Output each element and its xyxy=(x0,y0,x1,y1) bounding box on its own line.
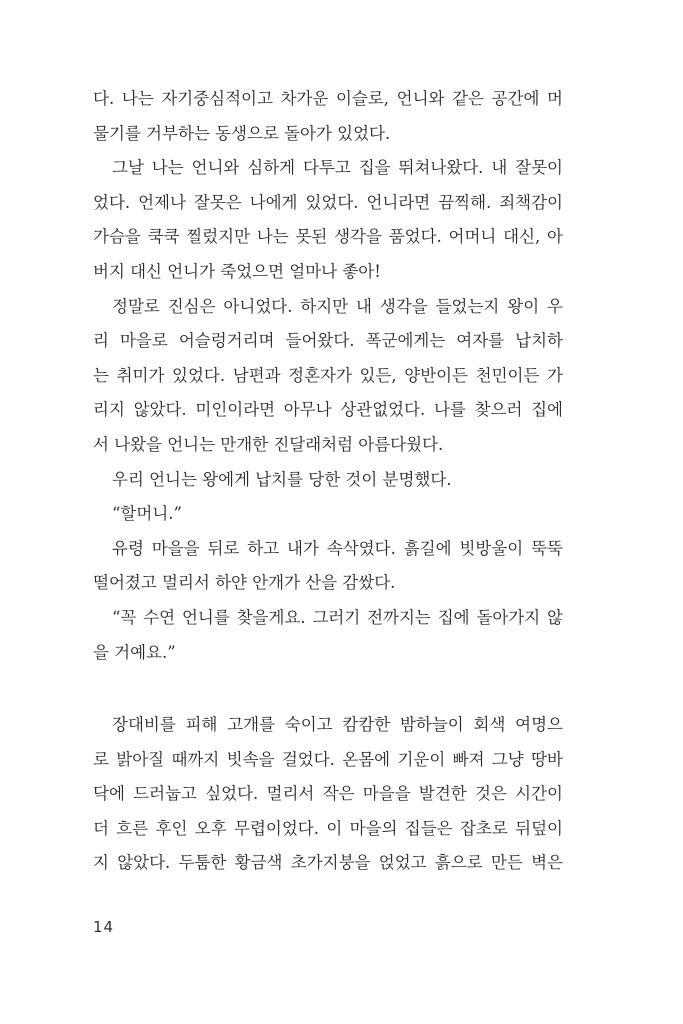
text-line: 더 흐른 후인 오후 무렵이었다. 이 마을의 집들은 잡초로 뒤덮이 xyxy=(93,818,563,838)
text-line: 는 취미가 있었다. 남편과 정혼자가 있든, 양반이든 천민이든 가 xyxy=(93,365,563,385)
text-line: 물기를 거부하는 동생으로 돌아가 있었다. xyxy=(93,123,391,143)
text-line: 다. 나는 자기중심적이고 차가운 이슬로, 언니와 같은 공간에 머 xyxy=(93,89,563,108)
text-line: 그날 나는 언니와 심하게 다투고 집을 뛰쳐나왔다. 내 잘못이 xyxy=(112,158,563,178)
dialogue-line: “할머니.” xyxy=(112,504,182,524)
text-line: 가슴을 쿡쿡 찔렀지만 나는 못된 생각을 품었다. 어머니 대신, 아 xyxy=(93,227,563,247)
text-line: 로 밝아질 때까지 빗속을 걸었다. 온몸에 기운이 빠져 그냥 땅바 xyxy=(93,749,563,769)
text-line: 버지 대신 언니가 죽었으면 얼마나 좋아! xyxy=(93,261,381,281)
dialogue-line: “꼭 수연 언니를 찾을게요. 그러기 전까지는 집에 돌아가지 않 xyxy=(112,607,563,627)
text-line: 었다. 언제나 잘못은 나에게 있었다. 언니라면 끔찍해. 죄책감이 xyxy=(93,192,563,212)
text-line: 정말로 진심은 아니었다. 하지만 내 생각을 들었는지 왕이 우 xyxy=(112,296,563,316)
text-line: 장대비를 피해 고개를 숙이고 캄캄한 밤하늘이 회색 여명으 xyxy=(112,715,563,735)
text-line: 리 마을로 어슬렁거리며 들어왔다. 폭군에게는 여자를 납치하 xyxy=(93,331,563,351)
book-page-text xyxy=(93,82,563,937)
text-line: 유령 마을을 뒤로 하고 내가 속삭였다. 흙길에 빗방울이 뚝뚝 xyxy=(112,538,563,558)
page-number: 14 xyxy=(93,918,115,937)
text-line: 떨어졌고 멀리서 하얀 안개가 산을 감쌌다. xyxy=(93,573,396,593)
text-line: 우리 언니는 왕에게 납치를 당한 것이 분명했다. xyxy=(112,469,452,489)
text-line: 서 나왔을 언니는 만개한 진달래처럼 아름다웠다. xyxy=(93,434,444,454)
text-line: 지 않았다. 두툼한 황금색 초가지붕을 얹었고 흙으로 만든 벽은 xyxy=(93,853,563,873)
text-line: 닥에 드러눕고 싶었다. 멀리서 작은 마을을 발견한 것은 시간이 xyxy=(93,784,563,804)
section-break xyxy=(93,670,563,708)
dialogue-line: 을 거예요.” xyxy=(93,642,176,662)
text-line: 리지 않았다. 미인이라면 아무나 상관없었다. 나를 찾으러 집에 xyxy=(93,400,563,420)
